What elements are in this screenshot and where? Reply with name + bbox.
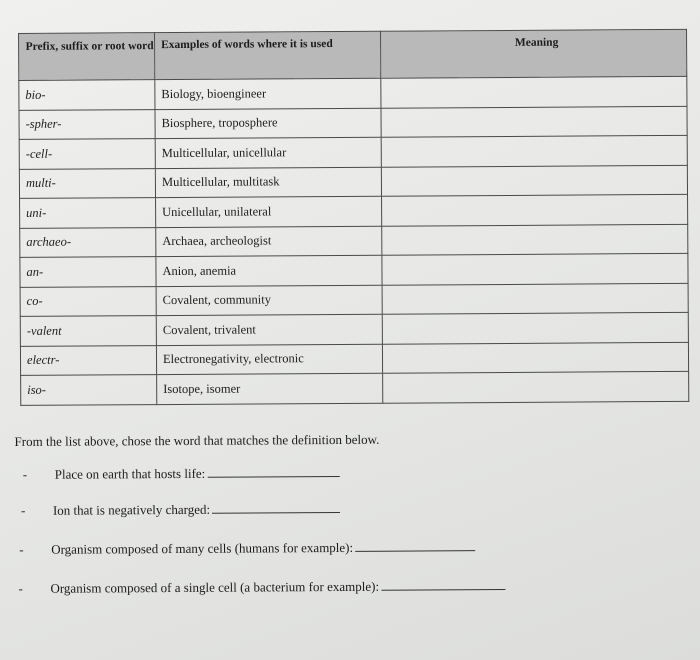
header-examples: Examples of words where it is used (155, 31, 381, 79)
table-header-row (19, 29, 687, 80)
prefix-cell: electr- (20, 345, 156, 375)
meaning-cell[interactable] (381, 106, 687, 137)
table-row (19, 135, 687, 169)
meaning-cell[interactable] (382, 253, 688, 284)
examples-cell: Multicellular, unicellular (155, 137, 381, 168)
question-text: Organism composed of many cells (humans for example): (51, 539, 354, 557)
examples-cell: Multicellular, multitask (155, 167, 381, 198)
question-text: Organism composed of a single cell (a bacterium for example): (50, 578, 380, 596)
meaning-cell[interactable] (383, 371, 689, 402)
answer-blank[interactable] (212, 500, 340, 514)
header-prefix: Prefix, suffix or root word (19, 33, 155, 81)
answer-blank[interactable] (355, 538, 475, 552)
meaning-cell[interactable] (381, 165, 687, 196)
prefix-cell: -valent (20, 316, 156, 346)
examples-cell: Biology, bioengineer (155, 78, 381, 109)
meaning-cell[interactable] (382, 194, 688, 225)
table-row (19, 165, 687, 199)
meaning-cell[interactable] (382, 312, 688, 343)
table-row (20, 224, 688, 258)
instructions-text: From the list above, chose the word that matches the definition below. (14, 431, 380, 449)
answer-blank[interactable] (381, 577, 505, 591)
question-item (18, 577, 505, 597)
prefix-cell: iso- (21, 375, 157, 405)
meaning-cell[interactable] (381, 135, 687, 166)
worksheet (8, 26, 690, 660)
table-row (19, 76, 687, 110)
examples-cell: Isotope, isomer (157, 373, 383, 404)
prefix-table (18, 29, 689, 406)
table-row (20, 312, 688, 346)
examples-cell: Covalent, trivalent (156, 314, 382, 345)
bullet-dash: - (19, 541, 24, 557)
meaning-cell[interactable] (381, 76, 687, 107)
question-item (19, 538, 475, 558)
examples-cell: Anion, anemia (156, 255, 382, 286)
question-text: Place on earth that hosts life: (54, 465, 206, 482)
table-row (20, 283, 688, 317)
meaning-cell[interactable] (382, 342, 688, 373)
table-row (21, 371, 689, 405)
examples-cell: Covalent, community (156, 285, 382, 316)
meaning-cell[interactable] (382, 224, 688, 255)
question-item (23, 464, 340, 483)
table-row (20, 194, 688, 228)
table-row (20, 342, 688, 376)
question-item (21, 500, 340, 519)
bullet-dash: - (22, 466, 28, 482)
question-text: Ion that is negatively charged: (52, 501, 211, 518)
examples-cell: Electronegativity, electronic (156, 344, 382, 375)
prefix-cell: multi- (19, 168, 155, 198)
prefix-cell: bio- (19, 80, 155, 110)
prefix-cell: -cell- (19, 139, 155, 169)
prefix-cell: archaeo- (20, 227, 156, 257)
examples-cell: Biosphere, troposphere (155, 108, 381, 139)
examples-cell: Unicellular, unilateral (156, 196, 382, 227)
header-meaning: Meaning (381, 29, 687, 78)
question-list (18, 462, 623, 596)
table-row (19, 106, 687, 140)
prefix-cell: co- (20, 286, 156, 316)
examples-cell: Archaea, archeologist (156, 226, 382, 257)
prefix-cell: -spher- (19, 109, 155, 139)
bullet-dash: - (18, 580, 23, 596)
table-row (20, 253, 688, 287)
answer-blank[interactable] (207, 464, 339, 478)
prefix-cell: uni- (20, 198, 156, 228)
prefix-cell: an- (20, 257, 156, 287)
meaning-cell[interactable] (382, 283, 688, 314)
bullet-dash: - (20, 502, 26, 518)
